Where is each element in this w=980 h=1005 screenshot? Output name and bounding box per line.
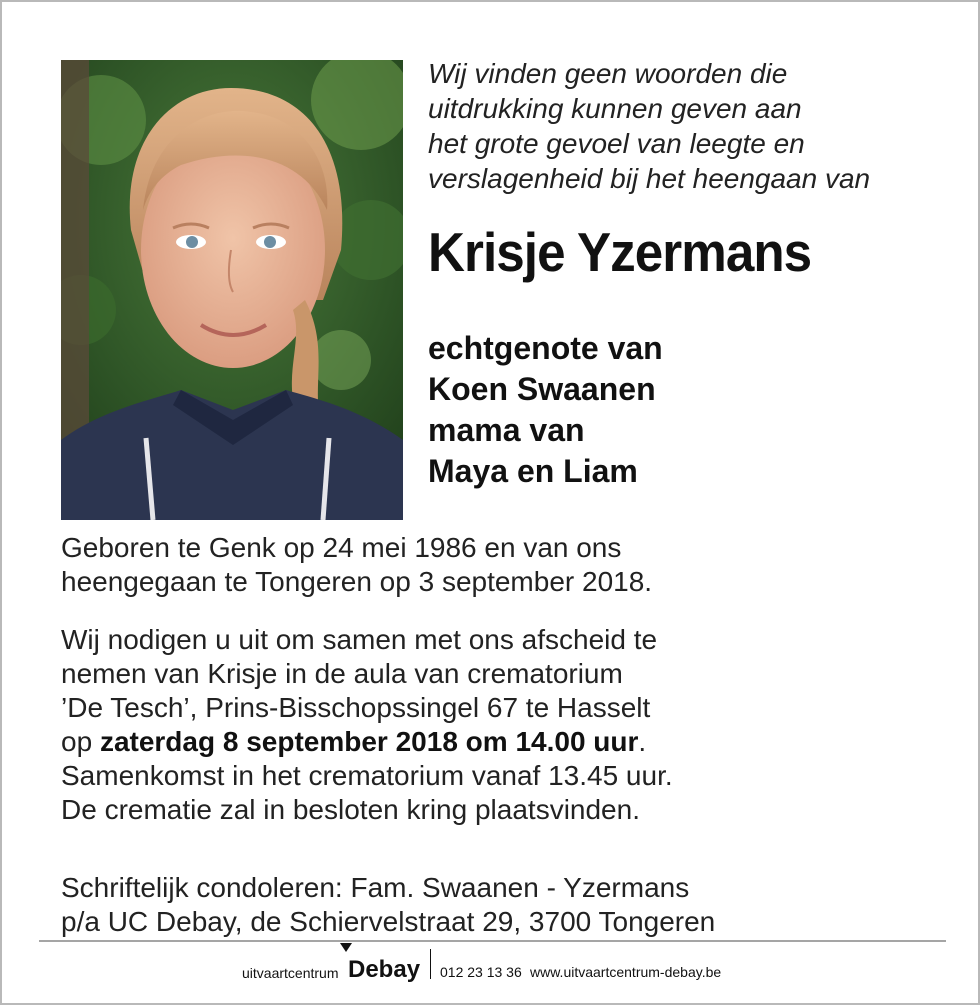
- brand-triangle-icon: [340, 943, 352, 952]
- condolence-paragraph: [61, 871, 715, 939]
- portrait-photo: [61, 60, 403, 520]
- family-line: Maya en Liam: [428, 453, 638, 489]
- website-link[interactable]: www.uitvaartcentrum-debay.be: [530, 964, 722, 980]
- ceremony-date-prefix: op: [61, 726, 100, 757]
- birth-line: Geboren te Genk op 24 mei 1986 en van ons: [61, 532, 622, 563]
- family-relations: [428, 328, 663, 492]
- ceremony-date-line: [61, 725, 673, 759]
- condolence-line: Schriftelijk condoleren: Fam. Swaanen - Yzermans: [61, 872, 690, 903]
- ceremony-date: zaterdag 8 september 2018 om 14.00 uur: [99, 726, 639, 757]
- ceremony-line: ’De Tesch’, Prins-Bisschopssingel 67 te Hasselt: [61, 692, 651, 723]
- phone-number: 012 23 13 36: [440, 964, 522, 980]
- family-line: mama van: [428, 412, 585, 448]
- footer-separator: [430, 949, 431, 979]
- intro-text: [428, 56, 968, 196]
- footer-divider: [39, 940, 946, 942]
- brand-prefix: uitvaartcentrum: [242, 965, 339, 981]
- ceremony-line: Wij nodigen u uit om samen met ons afscheid te: [61, 624, 658, 655]
- footer: [2, 947, 978, 987]
- family-line: Koen Swaanen: [428, 371, 656, 407]
- intro-line: Wij vinden geen woorden die: [428, 58, 788, 89]
- ceremony-date-suffix: .: [638, 726, 647, 757]
- intro-line: uitdrukking kunnen geven aan: [428, 93, 802, 124]
- ceremony-line: nemen van Krisje in de aula van crematorium: [61, 658, 623, 689]
- ceremony-line: Samenkomst in het crematorium vanaf 13.45 uur.: [61, 760, 673, 791]
- deceased-name: Krisje Yzermans: [428, 221, 812, 283]
- intro-line: het grote gevoel van leegte en: [428, 128, 805, 159]
- ceremony-paragraph: [61, 623, 673, 827]
- brand-logo: Debay: [348, 956, 421, 983]
- birth-death-paragraph: [61, 531, 652, 599]
- death-line: heengegaan te Tongeren op 3 september 2018.: [61, 566, 653, 597]
- condolence-address: p/a UC Debay, de Schiervelstraat 29, 3700 Tongeren: [61, 906, 716, 937]
- ceremony-line: De crematie zal in besloten kring plaatsvinden.: [61, 794, 640, 825]
- family-line: echtgenote van: [428, 330, 663, 366]
- intro-line: verslagenheid bij het heengaan van: [428, 163, 871, 194]
